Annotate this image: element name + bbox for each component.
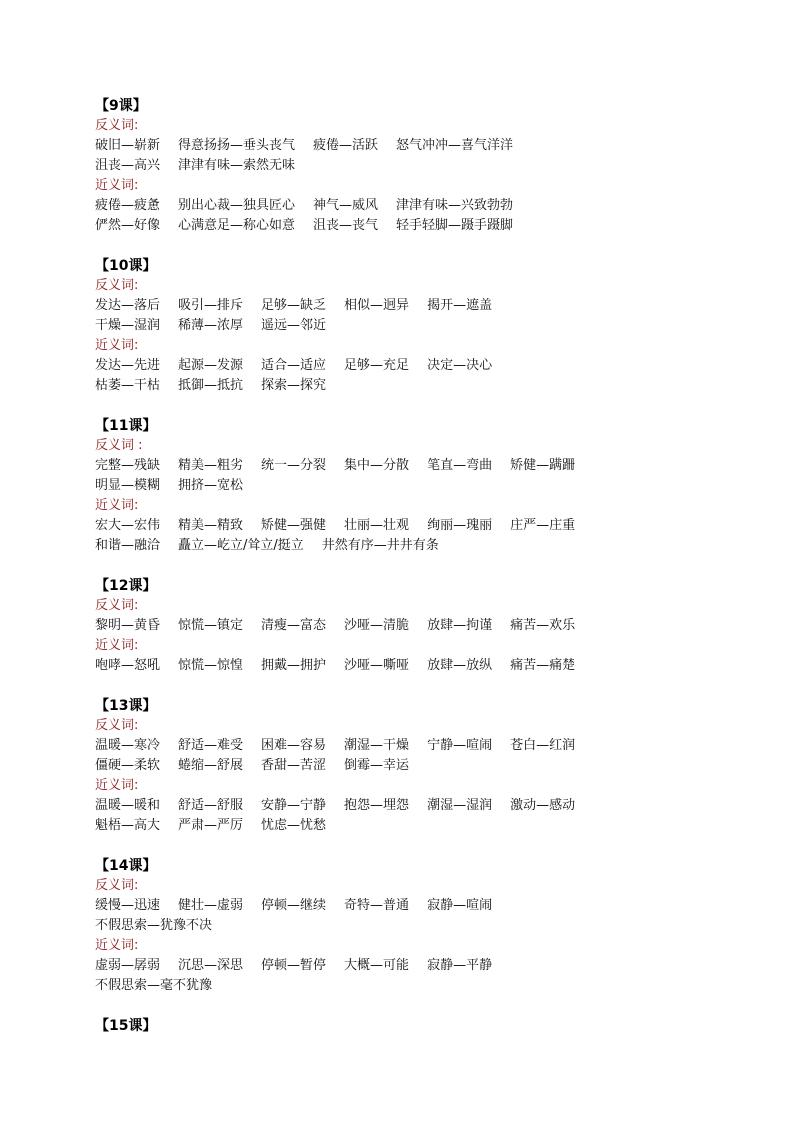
word-pair: 津津有味—兴致勃勃 xyxy=(396,198,514,213)
word-pair: 困难—容易 xyxy=(261,738,327,753)
word-pair: 矗立—屹立/耸立/挺立 xyxy=(178,538,304,553)
lesson-title: 【14课】 xyxy=(95,858,157,874)
word-group-label: 反义词: xyxy=(95,878,139,893)
word-pair: 明显—模糊 xyxy=(95,478,161,493)
word-pair: 停顿—暂停 xyxy=(261,958,327,973)
word-pair-line xyxy=(95,156,755,176)
word-group-label: 反义词: xyxy=(95,718,139,733)
word-pair-line xyxy=(95,376,755,396)
word-pair: 怒气冲冲—喜气洋洋 xyxy=(396,138,514,153)
word-pair: 不假思索—犹豫不决 xyxy=(95,918,213,933)
word-pair: 虚弱—孱弱 xyxy=(95,958,161,973)
word-pair: 沉思—深思 xyxy=(178,958,244,973)
word-pair-line xyxy=(95,896,755,916)
word-pair-line xyxy=(95,956,755,976)
word-pair: 笔直—弯曲 xyxy=(427,458,493,473)
word-pair: 疲倦—活跃 xyxy=(313,138,379,153)
word-pair: 奇特—普通 xyxy=(344,898,410,913)
word-pair: 停顿—继续 xyxy=(261,898,327,913)
word-pair-line xyxy=(95,756,755,776)
word-pair: 别出心裁—独具匠心 xyxy=(178,198,296,213)
word-pair-line xyxy=(95,916,755,936)
word-pair: 僵硬—柔软 xyxy=(95,758,161,773)
word-pair: 大概—可能 xyxy=(344,958,410,973)
lesson-title: 【12课】 xyxy=(95,578,157,594)
word-pair: 稀薄—浓厚 xyxy=(178,318,244,333)
word-pair-line xyxy=(95,976,755,996)
word-pair: 香甜—苦涩 xyxy=(261,758,327,773)
word-pair-line xyxy=(95,536,755,556)
word-pair: 放肆—放纵 xyxy=(427,658,493,673)
word-pair: 矫健—蹒跚 xyxy=(510,458,576,473)
word-pair: 遥远—邻近 xyxy=(261,318,327,333)
word-pair: 矫健—强健 xyxy=(261,518,327,533)
word-pair-line xyxy=(95,616,755,636)
word-pair-line xyxy=(95,296,755,316)
word-pair: 揭开—遮盖 xyxy=(427,298,493,313)
word-pair: 痛苦—痛楚 xyxy=(510,658,576,673)
word-pair: 庄严—庄重 xyxy=(510,518,576,533)
lesson-section xyxy=(95,416,755,556)
lesson-section xyxy=(95,96,755,236)
word-pair: 和谐—融洽 xyxy=(95,538,161,553)
word-pair: 蜷缩—舒展 xyxy=(178,758,244,773)
word-pair: 足够—充足 xyxy=(344,358,410,373)
word-pair: 抵御—抵抗 xyxy=(178,378,244,393)
word-pair: 破旧—崭新 xyxy=(95,138,161,153)
word-pair: 激动—感动 xyxy=(510,798,576,813)
word-pair: 疲倦—疲惫 xyxy=(95,198,161,213)
word-pair-line xyxy=(95,456,755,476)
word-pair: 干燥—湿润 xyxy=(95,318,161,333)
word-group-label: 反义词 : xyxy=(95,438,143,453)
word-pair: 拥挤—宽松 xyxy=(178,478,244,493)
word-pair: 统一—分裂 xyxy=(261,458,327,473)
word-pair: 井然有序—井井有条 xyxy=(321,538,439,553)
word-group-label: 反义词: xyxy=(95,118,139,133)
word-pair: 惊慌—惊惶 xyxy=(178,658,244,673)
word-pair: 惊慌—镇定 xyxy=(178,618,244,633)
word-pair-line xyxy=(95,516,755,536)
word-group-label: 近义词: xyxy=(95,498,139,513)
word-group-label: 反义词: xyxy=(95,278,139,293)
word-pair: 潮湿—干燥 xyxy=(344,738,410,753)
lesson-section xyxy=(95,576,755,676)
word-group-label: 近义词: xyxy=(95,638,139,653)
word-pair-line xyxy=(95,216,755,236)
word-pair: 放肆—拘谨 xyxy=(427,618,493,633)
word-pair: 拥戴—拥护 xyxy=(261,658,327,673)
word-pair: 抱怨—埋怨 xyxy=(344,798,410,813)
word-pair: 壮丽—壮观 xyxy=(344,518,410,533)
word-group-label: 近义词: xyxy=(95,338,139,353)
word-pair: 黎明—黄昏 xyxy=(95,618,161,633)
word-pair: 潮湿—湿润 xyxy=(427,798,493,813)
lesson-title: 【15课】 xyxy=(95,1018,157,1034)
word-pair-line xyxy=(95,196,755,216)
word-pair: 精美—精致 xyxy=(178,518,244,533)
word-pair: 舒适—难受 xyxy=(178,738,244,753)
word-pair: 完整—残缺 xyxy=(95,458,161,473)
word-pair: 足够—缺乏 xyxy=(261,298,327,313)
word-pair: 沮丧—高兴 xyxy=(95,158,161,173)
lesson-section xyxy=(95,856,755,996)
word-pair: 相似—迥异 xyxy=(344,298,410,313)
word-pair: 心满意足—称心如意 xyxy=(178,218,296,233)
word-pair-line xyxy=(95,656,755,676)
lesson-section xyxy=(95,696,755,836)
word-pair: 沮丧—丧气 xyxy=(313,218,379,233)
word-pair: 倒霉—幸运 xyxy=(344,758,410,773)
document-page xyxy=(95,96,755,1056)
word-pair: 决定—决心 xyxy=(427,358,493,373)
lesson-title: 【9课】 xyxy=(95,98,147,114)
lesson-title: 【10课】 xyxy=(95,258,157,274)
word-pair: 发达—落后 xyxy=(95,298,161,313)
word-pair-line xyxy=(95,356,755,376)
word-pair: 轻手轻脚—蹑手蹑脚 xyxy=(396,218,514,233)
word-pair: 起源—发源 xyxy=(178,358,244,373)
word-pair: 寂静—平静 xyxy=(427,958,493,973)
word-pair: 探索—探究 xyxy=(261,378,327,393)
word-pair: 沙哑—嘶哑 xyxy=(344,658,410,673)
word-pair: 健壮—虚弱 xyxy=(178,898,244,913)
word-pair-line xyxy=(95,476,755,496)
word-pair-line xyxy=(95,136,755,156)
word-pair-line xyxy=(95,796,755,816)
lesson-title: 【11课】 xyxy=(95,418,157,434)
word-pair: 沙哑—清脆 xyxy=(344,618,410,633)
word-pair: 安静—宁静 xyxy=(261,798,327,813)
word-pair: 寂静—喧闹 xyxy=(427,898,493,913)
word-pair: 宁静—喧闹 xyxy=(427,738,493,753)
word-pair: 不假思索—毫不犹豫 xyxy=(95,978,213,993)
word-pair: 痛苦—欢乐 xyxy=(510,618,576,633)
word-pair: 精美—粗劣 xyxy=(178,458,244,473)
word-group-label: 近义词: xyxy=(95,178,139,193)
word-group-label: 反义词: xyxy=(95,598,139,613)
word-pair: 温暖—暖和 xyxy=(95,798,161,813)
word-pair: 苍白—红润 xyxy=(510,738,576,753)
word-pair: 吸引—排斥 xyxy=(178,298,244,313)
word-pair: 舒适—舒服 xyxy=(178,798,244,813)
word-pair: 忧虑—忧愁 xyxy=(261,818,327,833)
word-pair: 适合—适应 xyxy=(261,358,327,373)
lesson-section xyxy=(95,1016,755,1036)
lesson-section xyxy=(95,256,755,396)
word-pair: 神气—威风 xyxy=(313,198,379,213)
word-pair-line xyxy=(95,816,755,836)
word-pair-line xyxy=(95,316,755,336)
word-pair: 严肃—严厉 xyxy=(178,818,244,833)
word-pair-line xyxy=(95,736,755,756)
word-pair: 清瘦—富态 xyxy=(261,618,327,633)
word-pair: 枯萎—干枯 xyxy=(95,378,161,393)
word-pair: 津津有味—索然无味 xyxy=(178,158,296,173)
word-pair: 绚丽—瑰丽 xyxy=(427,518,493,533)
word-pair: 咆哮—怒吼 xyxy=(95,658,161,673)
word-group-label: 近义词: xyxy=(95,778,139,793)
lesson-title: 【13课】 xyxy=(95,698,157,714)
word-pair: 魁梧—高大 xyxy=(95,818,161,833)
word-pair: 宏大—宏伟 xyxy=(95,518,161,533)
word-pair: 集中—分散 xyxy=(344,458,410,473)
word-pair: 发达—先进 xyxy=(95,358,161,373)
word-pair: 俨然—好像 xyxy=(95,218,161,233)
word-pair: 得意扬扬—垂头丧气 xyxy=(178,138,296,153)
word-group-label: 近义词: xyxy=(95,938,139,953)
word-pair: 温暖—寒冷 xyxy=(95,738,161,753)
word-pair: 缓慢—迅速 xyxy=(95,898,161,913)
